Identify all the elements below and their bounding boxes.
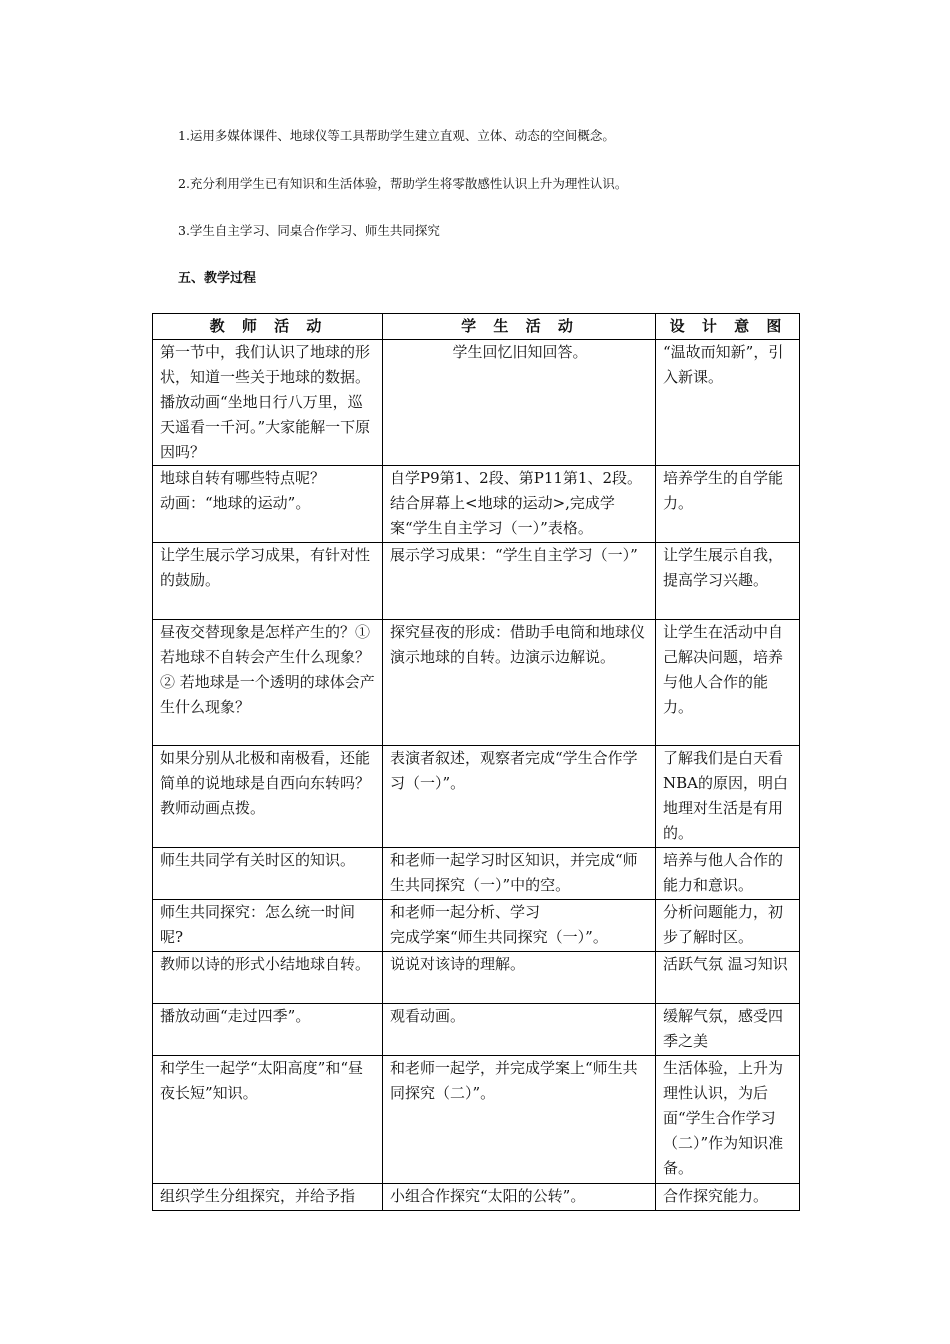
intent-cell: 了解我们是白天看NBA的原因，明白地理对生活是有用的。 (656, 746, 800, 848)
student-cell: 学生回忆旧知回答。 (383, 340, 656, 466)
table-row (153, 848, 800, 900)
teacher-cell: 师生共同探究：怎么统一时间呢? (153, 900, 383, 952)
teacher-cell: 和学生一起学“太阳高度”和“昼夜长短”知识。 (153, 1056, 383, 1184)
student-cell: 和老师一起学，并完成学案上“师生共同探究（二）”。 (383, 1056, 656, 1184)
intent-cell: 活跃气氛 温习知识 (656, 952, 800, 1004)
teacher-cell (153, 620, 383, 746)
teacher-cell: 播放动画“走过四季”。 (153, 1004, 383, 1056)
section-title: 五、教学过程 (178, 271, 257, 286)
table-row (153, 543, 800, 620)
teacher-cell: 让学生展示学习成果，有针对性的鼓励。 (153, 543, 383, 620)
teacher-text: 地球自转有哪些特点呢？ 动画：“地球的运动”。 (160, 469, 326, 512)
teacher-cell (153, 466, 383, 543)
intro-item-1: 1.运用多媒体课件、地球仪等工具帮助学生建立直观、立体、动态的空间概念。 (178, 128, 615, 143)
intro-item-2: 2.充分利用学生已有知识和生活体验，帮助学生将零散感性认识上升为理性认识。 (178, 176, 628, 191)
student-cell: 和老师一起学习时区知识，并完成“师生共同探究（一）”中的空。 (383, 848, 656, 900)
header-design-intent: 设 计 意 图 (656, 314, 800, 340)
student-cell (383, 900, 656, 952)
student-cell: 自学P9第1、2段、第P11第1、2段。结合屏幕上<地球的运动>,完成学案“学生自主学习（一）”表格。 (383, 466, 656, 543)
table-row (153, 1184, 800, 1211)
table-row (153, 1056, 800, 1184)
header-teacher-activity: 教 师 活 动 (153, 314, 383, 340)
student-cell: 说说对该诗的理解。 (383, 952, 656, 1004)
table-row (153, 466, 800, 543)
intent-cell: 分析问题能力，初步了解时区。 (656, 900, 800, 952)
student-cell: 展示学习成果：“学生自主学习（一）” (383, 543, 656, 620)
intent-cell: 让学生在活动中自己解决问题，培养与他人合作的能力。 (656, 620, 800, 746)
table-header-row (153, 314, 800, 340)
intent-cell: 培养与他人合作的能力和意识。 (656, 848, 800, 900)
teacher-cell: 第一节中，我们认识了地球的形状，知道一些关于地球的数据。播放动画“坐地日行八万里，巡天遥看一千河。”大家能解一下原因吗？ (153, 340, 383, 466)
intro-item-3: 3.学生自主学习、同桌合作学习、师生共同探究 (178, 223, 440, 238)
intent-cell: 培养学生的自学能力。 (656, 466, 800, 543)
student-cell: 探究昼夜的形成：借助手电筒和地球仪演示地球的自转。边演示边解说。 (383, 620, 656, 746)
header-student-activity: 学 生 活 动 (383, 314, 656, 340)
intent-cell: 合作探究能力。 (656, 1184, 800, 1211)
teacher-cell: 师生共同学有关时区的知识。 (153, 848, 383, 900)
intent-cell: “温故而知新”，引入新课。 (656, 340, 800, 466)
table-row (153, 952, 800, 1004)
intent-cell: 生活体验，上升为理性认识，为后面“学生合作学习（二）”作为知识准备。 (656, 1056, 800, 1184)
intent-cell: 缓解气氛，感受四季之美 (656, 1004, 800, 1056)
student-cell: 小组合作探究“太阳的公转”。 (383, 1184, 656, 1211)
student-cell: 观看动画。 (383, 1004, 656, 1056)
teacher-cell: 如果分别从北极和南极看，还能简单的说地球是自西向东转吗？教师动画点拨。 (153, 746, 383, 848)
teacher-cell: 组织学生分组探究，并给予指 (153, 1184, 383, 1211)
table-row (153, 620, 800, 746)
intent-cell: 让学生展示自我，提高学习兴趣。 (656, 543, 800, 620)
student-cell: 表演者叙述，观察者完成“学生合作学习（一）”。 (383, 746, 656, 848)
table-row (153, 900, 800, 952)
table-row (153, 340, 800, 466)
student-text: 和老师一起分析、学习 完成学案“师生共同探究（一）”。 (390, 903, 608, 946)
table-row (153, 746, 800, 848)
teacher-text: 昼夜交替现象是怎样产生的？①若地球不自转会产生什么现象？ ② 若地球是一个透明的球体会产生什么现象？ (160, 623, 375, 716)
table-row (153, 1004, 800, 1056)
teaching-process-table (152, 313, 800, 1211)
teacher-cell: 教师以诗的形式小结地球自转。 (153, 952, 383, 1004)
